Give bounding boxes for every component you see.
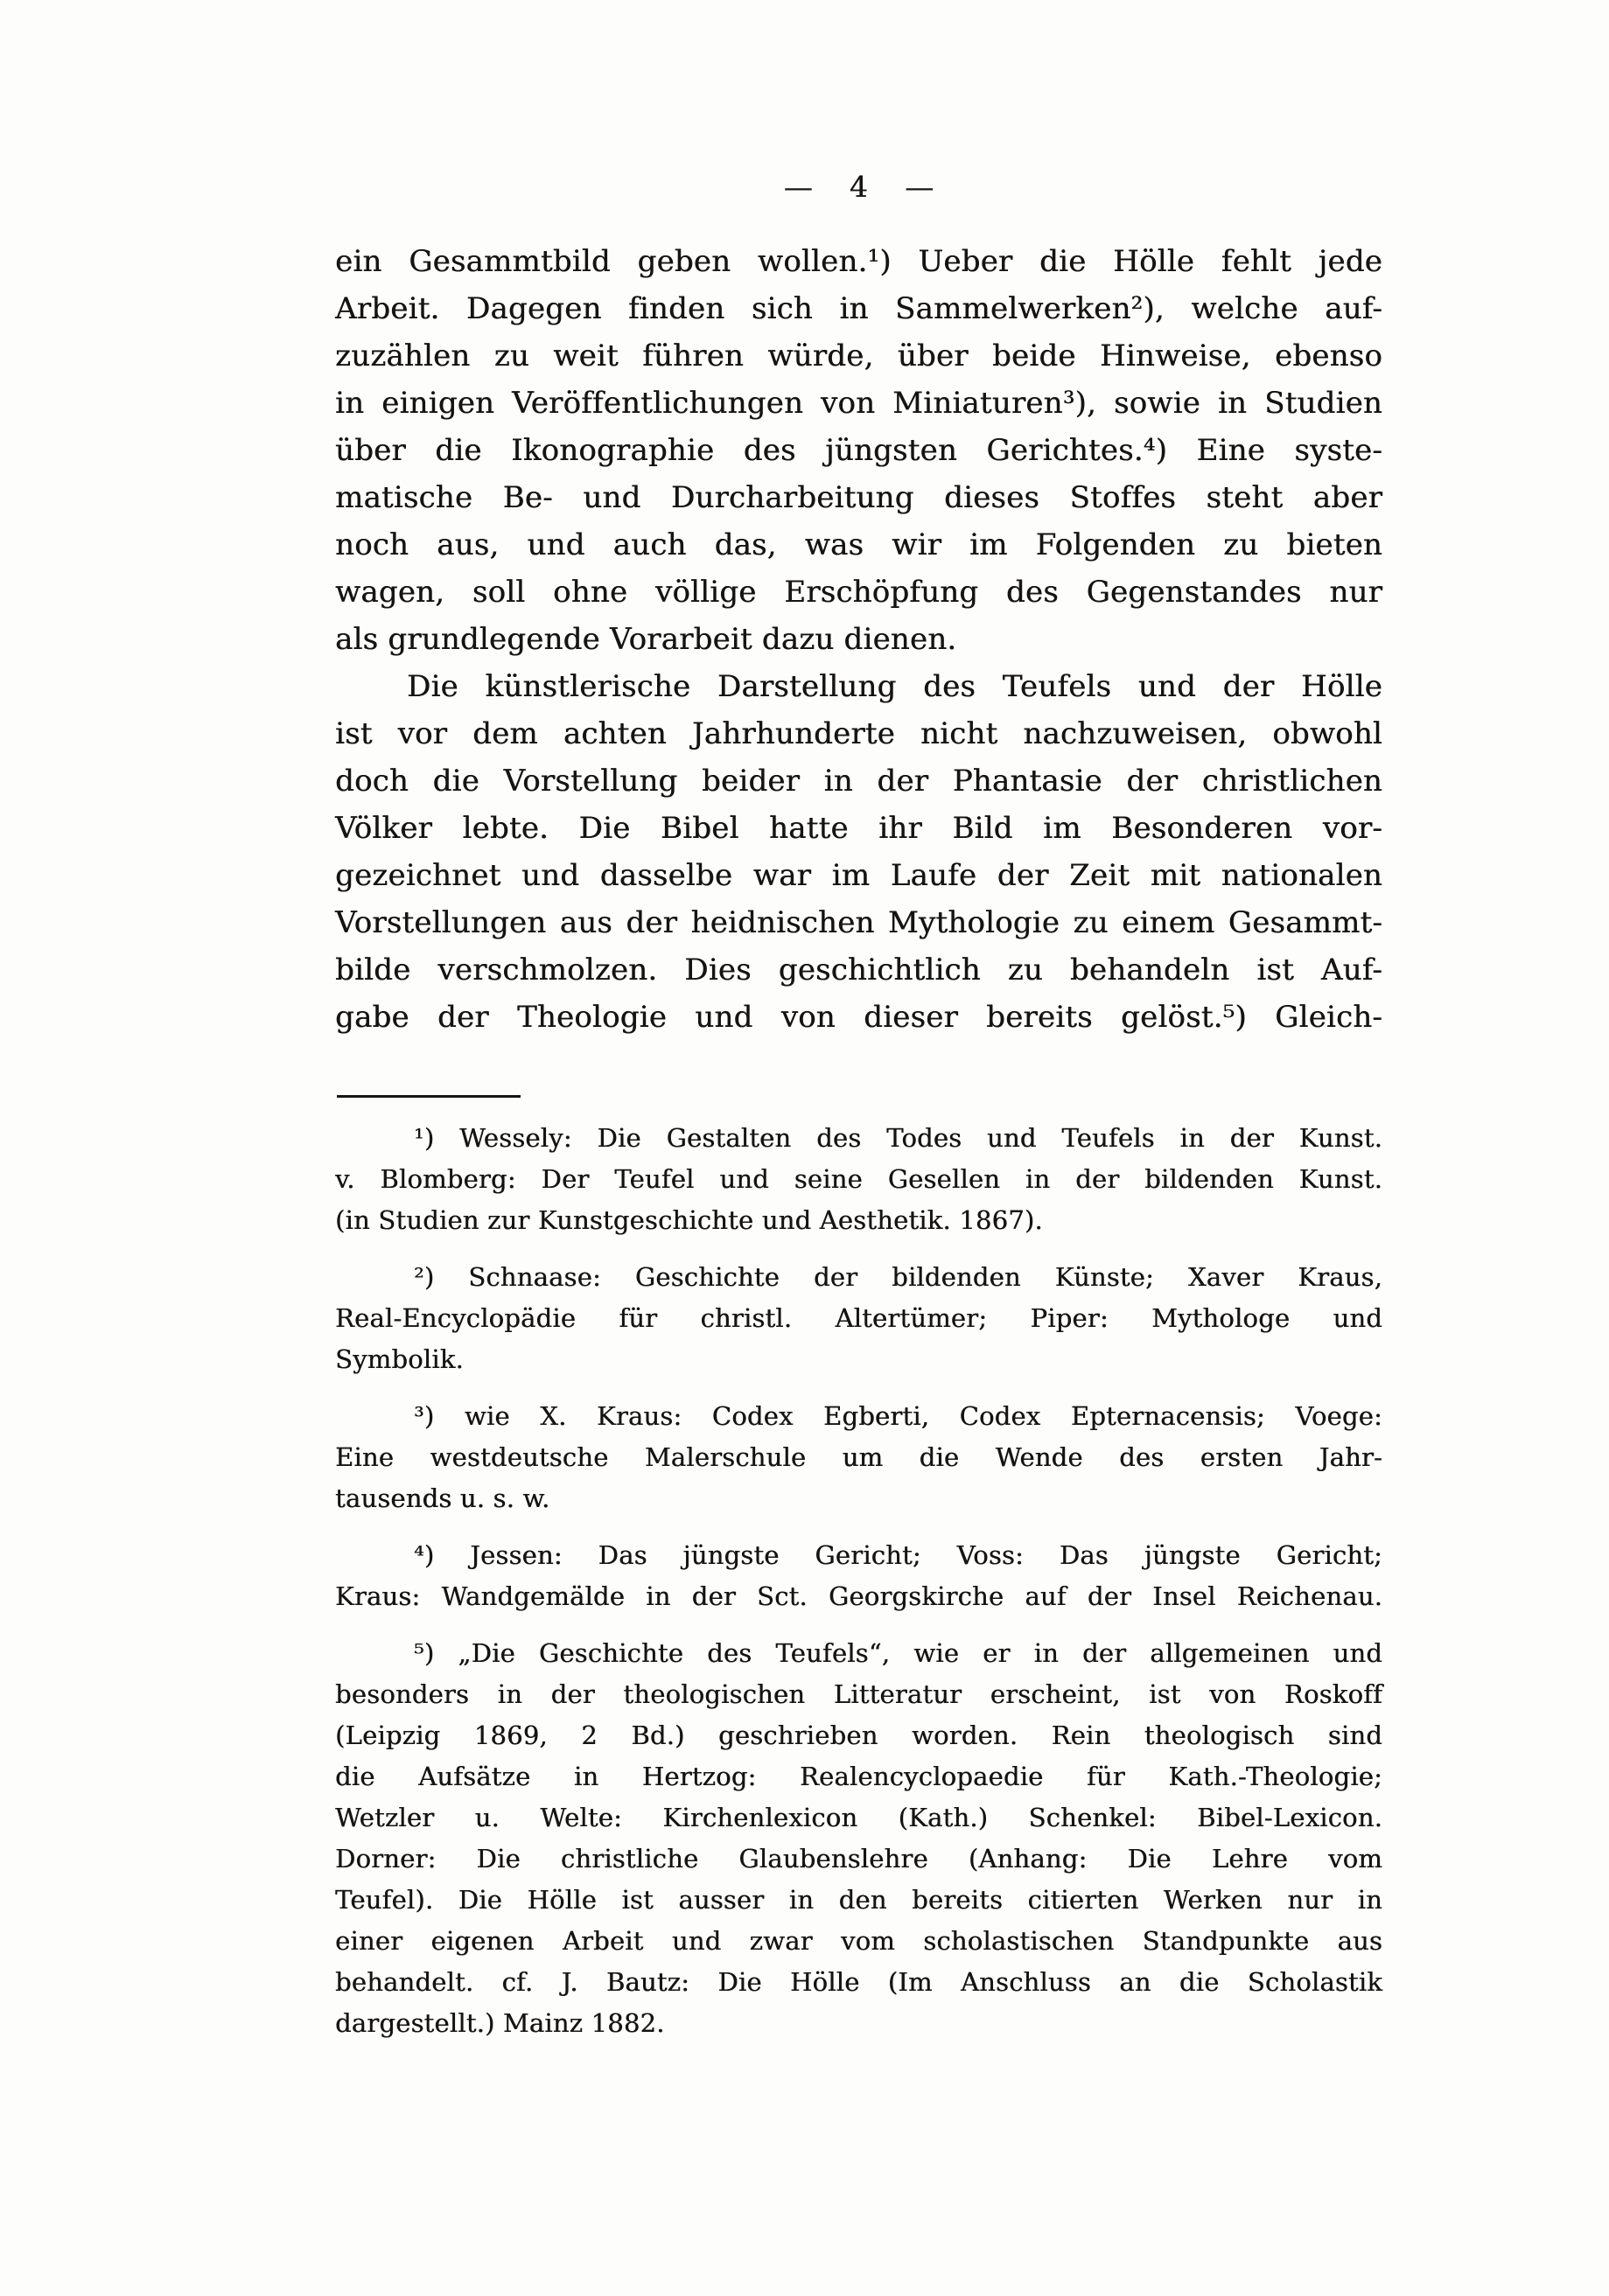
page-number: 4: [849, 170, 869, 204]
body-line: Arbeit. Dagegen finden sich in Sammelwerken²), welche auf-: [335, 291, 1382, 326]
body-line: bilde verschmolzen. Dies geschichtlich zu behandeln ist Auf-: [335, 953, 1382, 987]
footnote-5: [335, 1633, 1382, 2044]
footnote-line: dargestellt.) Mainz 1882.: [335, 2008, 665, 2038]
footnote-line: die Aufsätze in Hertzog: Realencyclopaedie für Kath.-Theologie;: [335, 1762, 1382, 1791]
footnote-line: besonders in der theologischen Litteratur erscheint, ist von Roskoff: [335, 1679, 1382, 1709]
body-line: matische Be- und Durcharbeitung dieses Stoffes steht aber: [335, 480, 1382, 515]
footnote-line: einer eigenen Arbeit und zwar vom scholastischen Standpunkte aus: [335, 1926, 1382, 1956]
footnote-line: ⁴) Jessen: Das jüngste Gericht; Voss: Das jüngste Gericht;: [414, 1540, 1382, 1570]
footnote-1: [335, 1118, 1382, 1241]
footnotes-section: [335, 1118, 1382, 2060]
footnote-line: ³) wie X. Kraus: Codex Egberti, Codex Epternacensis; Voege:: [414, 1401, 1382, 1431]
header-left-dash: —: [783, 170, 813, 204]
footnote-line: Symbolik.: [335, 1344, 464, 1374]
body-line-paragraph-start: Die künstlerische Darstellung des Teufels und der Hölle: [407, 669, 1382, 704]
body-line: wagen, soll ohne völlige Erschöpfung des Gegenstandes nur: [335, 575, 1382, 610]
footnote-line: behandelt. cf. J. Bautz: Die Hölle (Im Anschluss an die Scholastik: [335, 1967, 1382, 1997]
footnote-3: [335, 1396, 1382, 1519]
page-header: [335, 170, 1382, 204]
footnote-line: Real-Encyclopädie für christl. Altertümer; Piper: Mythologe und: [335, 1303, 1382, 1333]
body-line: über die Ikonographie des jüngsten Gerichtes.⁴) Eine syste-: [335, 433, 1382, 468]
body-line: gabe der Theologie und von dieser bereits gelöst.⁵) Gleich-: [335, 1000, 1382, 1035]
body-line: zuzählen zu weit führen würde, über beide Hinweise, ebenso: [335, 338, 1382, 373]
footnote-line: ²) Schnaase: Geschichte der bildenden Künste; Xaver Kraus,: [414, 1262, 1382, 1292]
footnote-line: v. Blomberg: Der Teufel und seine Gesellen in der bildenden Kunst.: [335, 1164, 1382, 1194]
body-line-paragraph-end: als grundlegende Vorarbeit dazu dienen.: [335, 622, 957, 657]
body-text-block: [335, 238, 1382, 1041]
footnote-line: Eine westdeutsche Malerschule um die Wende des ersten Jahr-: [335, 1442, 1382, 1472]
body-line: in einigen Veröffentlichungen von Miniaturen³), sowie in Studien: [335, 386, 1382, 421]
footnote-line: (Leipzig 1869, 2 Bd.) geschrieben worden. Rein theologisch sind: [335, 1720, 1382, 1750]
body-line: doch die Vorstellung beider in der Phantasie der christlichen: [335, 764, 1382, 799]
footnote-line: Wetzler u. Welte: Kirchenlexicon (Kath.) Schenkel: Bibel-Lexicon.: [335, 1803, 1382, 1832]
footnote-line: (in Studien zur Kunstgeschichte und Aesthetik. 1867).: [335, 1205, 1043, 1235]
footnote-4: [335, 1535, 1382, 1617]
header-right-dash: —: [905, 170, 934, 204]
footnote-separator: [337, 1095, 521, 1098]
body-line: Völker lebte. Die Bibel hatte ihr Bild im Besonderen vor-: [335, 811, 1382, 846]
body-line: ein Gesammtbild geben wollen.¹) Ueber die Hölle fehlt jede: [335, 244, 1382, 279]
footnote-line: ⁵) „Die Geschichte des Teufels“, wie er in der allgemeinen und: [414, 1638, 1382, 1668]
body-line: gezeichnet und dasselbe war im Laufe der Zeit mit nationalen: [335, 858, 1382, 893]
body-line: noch aus, und auch das, was wir im Folgenden zu bieten: [335, 527, 1382, 562]
footnote-line: ¹) Wessely: Die Gestalten des Todes und Teufels in der Kunst.: [414, 1123, 1382, 1153]
footnote-line: Teufel). Die Hölle ist ausser in den bereits citierten Werken nur in: [335, 1885, 1382, 1915]
footnote-line: Dorner: Die christliche Glaubenslehre (Anhang: Die Lehre vom: [335, 1844, 1382, 1874]
body-line: ist vor dem achten Jahrhunderte nicht nachzuweisen, obwohl: [335, 716, 1382, 751]
footnote-line: tausends u. s. w.: [335, 1483, 550, 1513]
footnote-2: [335, 1257, 1382, 1380]
body-line: Vorstellungen aus der heidnischen Mythologie zu einem Gesammt-: [335, 905, 1382, 940]
footnote-line: Kraus: Wandgemälde in der Sct. Georgskirche auf der Insel Reichenau.: [335, 1581, 1382, 1611]
